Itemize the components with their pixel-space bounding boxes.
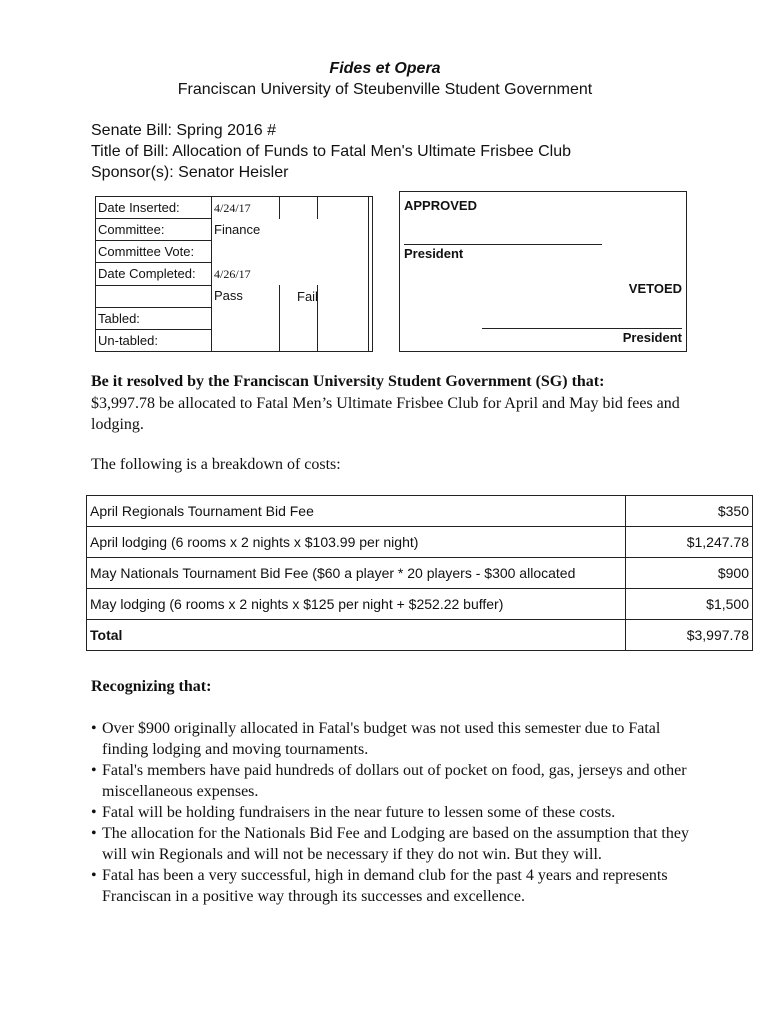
list-item-text: Fatal's members have paid hundreds of dollars out of pocket on food, gas, jerseys and other miscellaneous expenses. xyxy=(102,762,687,800)
bullet-icon: • xyxy=(91,867,97,884)
date-inserted-value: 4/24/17 xyxy=(214,201,251,215)
bill-sponsors: Sponsor(s): Senator Heisler xyxy=(91,164,289,181)
cost-amount: $350 xyxy=(626,496,753,527)
list-item xyxy=(91,802,691,823)
list-item xyxy=(91,823,691,865)
recognizing-list xyxy=(91,718,691,907)
resolution-heading: Be it resolved by the Franciscan University Student Government (SG) that: xyxy=(91,373,605,390)
table-row xyxy=(87,589,753,620)
cost-item: May lodging (6 rooms x 2 nights x $125 per night + $252.22 buffer) xyxy=(87,589,626,620)
bullet-icon: • xyxy=(91,804,97,821)
cost-breakdown-table xyxy=(86,495,753,651)
list-item-text: Fatal will be holding fundraisers in the near future to lessen some of these costs. xyxy=(102,804,616,821)
list-item xyxy=(91,865,691,907)
senate-bill-number: Senate Bill: Spring 2016 # xyxy=(91,122,277,139)
table-row xyxy=(87,558,753,589)
vetoed-signature-line xyxy=(482,328,682,329)
bill-status-grid xyxy=(95,196,373,352)
date-completed-value: 4/26/17 xyxy=(214,267,251,281)
list-item xyxy=(91,718,691,760)
date-completed-label: Date Completed: xyxy=(98,266,196,281)
list-item-text: Fatal has been a very successful, high in demand club for the past 4 years and represents Franciscan in a positive way through its successes and excellence. xyxy=(102,867,668,905)
list-item-text: The allocation for the Nationals Bid Fee and Lodging are based on the assumption that they will win Regionals and will not be necessary if they do not win. But they will. xyxy=(102,825,689,863)
list-item-text: Over $900 originally allocated in Fatal's budget was not used this semester due to Fatal finding lodging and moving tournaments. xyxy=(102,720,661,758)
cost-item: April Regionals Tournament Bid Fee xyxy=(87,496,626,527)
total-label: Total xyxy=(87,620,626,651)
recognizing-heading: Recognizing that: xyxy=(91,678,212,695)
committee-value: Finance xyxy=(214,222,261,237)
approval-box xyxy=(399,191,687,352)
bullet-icon: • xyxy=(91,825,97,842)
bullet-icon: • xyxy=(91,720,97,737)
vetoed-label: VETOED xyxy=(628,281,682,296)
bullet-icon: • xyxy=(91,762,97,779)
cost-amount: $1,247.78 xyxy=(626,527,753,558)
tabled-label: Tabled: xyxy=(98,311,140,326)
approved-label: APPROVED xyxy=(404,198,477,213)
pass-label: Pass xyxy=(214,288,243,303)
approved-signature-line xyxy=(404,244,602,245)
approved-president-label: President xyxy=(404,246,464,261)
vetoed-president-label: President xyxy=(622,330,682,345)
cost-amount: $900 xyxy=(626,558,753,589)
date-inserted-label: Date Inserted: xyxy=(98,200,180,215)
bill-title: Title of Bill: Allocation of Funds to Fatal Men's Ultimate Frisbee Club xyxy=(91,143,571,160)
resolution-body: $3,997.78 be allocated to Fatal Men’s Ultimate Frisbee Club for April and May bid fees and lodging. xyxy=(91,395,680,433)
untabled-label: Un-tabled: xyxy=(98,333,158,348)
table-row xyxy=(87,527,753,558)
breakdown-intro: The following is a breakdown of costs: xyxy=(91,456,341,473)
committee-label: Committee: xyxy=(98,222,165,237)
motto: Fides et Opera xyxy=(329,60,441,77)
cost-item: April lodging (6 rooms x 2 nights x $103.99 per night) xyxy=(87,527,626,558)
committee-vote-label: Committee Vote: xyxy=(98,244,195,259)
organization-name: Franciscan University of Steubenville Student Government xyxy=(177,81,593,98)
list-item xyxy=(91,760,691,802)
total-amount: $3,997.78 xyxy=(626,620,753,651)
table-row xyxy=(87,496,753,527)
cost-item: May Nationals Tournament Bid Fee ($60 a player * 20 players - $300 allocated xyxy=(87,558,626,589)
cost-amount: $1,500 xyxy=(626,589,753,620)
fail-label: Fail xyxy=(297,289,318,304)
total-row xyxy=(87,620,753,651)
